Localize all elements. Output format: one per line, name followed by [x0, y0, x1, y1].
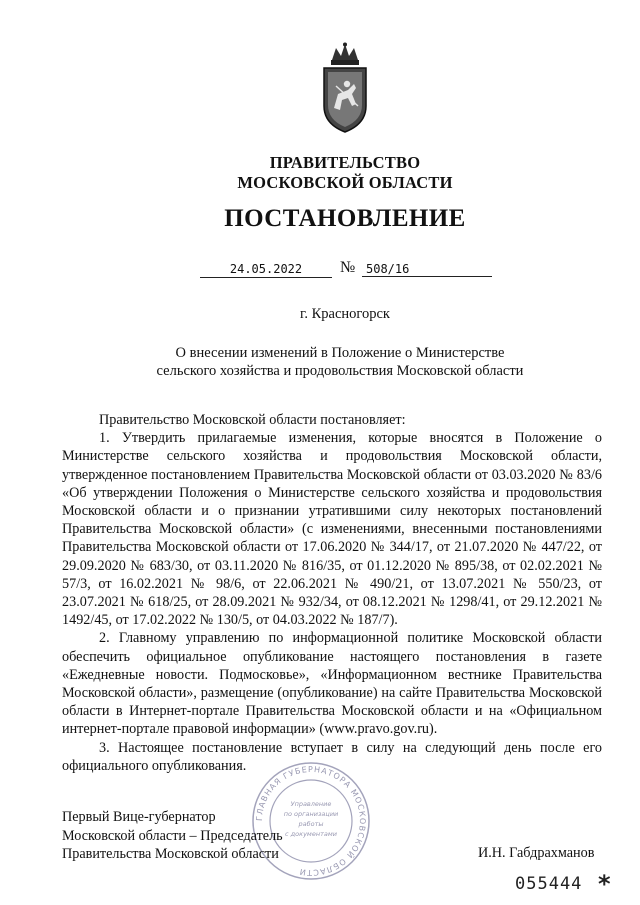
- stamp-inner-line-4: с документами: [285, 830, 337, 838]
- document-type-title: ПОСТАНОВЛЕНИЕ: [224, 205, 466, 232]
- clause-2: 2. Главному управлению по информационной политике Московской области обеспечить официальное опубликование настоящего постановления в газете «Ежедневные новости. Подмосковье», «Информационном вестнике Правительства Московской области», размещение (опубликование) на сайте Правительства Московской области в Интернет-портале Правительства Московской области и на «Официальном интернет-портале правовой информации» (www.pravo.gov.ru).: [62, 630, 602, 738]
- issuing-authority: [0, 153, 640, 193]
- number-sign: №: [340, 259, 356, 276]
- subject-line-2: сельского хозяйства и продовольствия Московской области: [156, 363, 524, 379]
- serial-mark: *: [598, 870, 611, 898]
- clause-3: 3. Настоящее постановление вступает в силу на следующий день после его официального опубликования.: [62, 739, 602, 774]
- issue-city: г. Красногорск: [300, 306, 390, 322]
- signatory-position: [62, 808, 283, 864]
- stamp-inner-line-1: Управление: [290, 800, 332, 808]
- authority-line-1: ПРАВИТЕЛЬСТВО: [269, 153, 421, 172]
- serial-number: 055444: [515, 874, 583, 894]
- moscow-region-coat-of-arms-icon: [318, 42, 372, 134]
- document-subject: [120, 344, 560, 380]
- position-line-2: Московской области – Председатель: [62, 827, 283, 844]
- stamp-inner-line-2: по организации: [283, 810, 339, 818]
- document-number: 508/16: [362, 262, 492, 277]
- stamp-ring-text: ГЛАВНАЯ ГУБЕРНАТОРА МОСКОВСКОЙ ОБЛАСТИ: [254, 764, 368, 878]
- document-date: 24.05.2022: [200, 262, 332, 278]
- position-line-3: Правительства Московской области: [62, 846, 279, 863]
- subject-line-1: О внесении изменений в Положение о Министерстве: [175, 345, 505, 361]
- position-line-1: Первый Вице-губернатор: [62, 809, 216, 825]
- document-body: [62, 411, 602, 775]
- signer-name: И.Н. Габдрахманов: [478, 845, 595, 861]
- resolution-intro: Правительство Московской области постановляет:: [99, 412, 406, 428]
- clause-1: 1. Утвердить прилагаемые изменения, которые вносятся в Положение о Министерстве сельского хозяйства и продовольствия Московской области, утвержденное постановлением Правительства Московской области от 03.03.2020 № 83/6 «Об утверждении Положения о Министерстве сельского хозяйства и продовольствия Московской области и о признании утратившими силу некоторых постановлений Правительства Московской области» (с изменениями, внесенными постановлениями Правительства Московской области от 17.06.2020 № 344/17, от 21.07.2020 № 447/22, от 29.09.2020 № 683/30, от 03.11.2020 № 816/35, от 01.12.2020 № 895/38, от 02.02.2021 № 57/3, от 16.02.2021 № 98/6, от 22.06.2021 № 490/21, от 13.07.2021 № 550/23, от 23.07.2021 № 618/25, от 28.09.2021 № 932/34, от 08.12.2021 № 1298/41, от 29.12.2021 № 1492/45, от 17.02.2022 № 130/5, от 04.03.2022 № 187/7).: [62, 430, 602, 629]
- authority-line-2: МОСКОВСКОЙ ОБЛАСТИ: [237, 173, 453, 192]
- stamp-inner-line-3: работы: [298, 820, 324, 828]
